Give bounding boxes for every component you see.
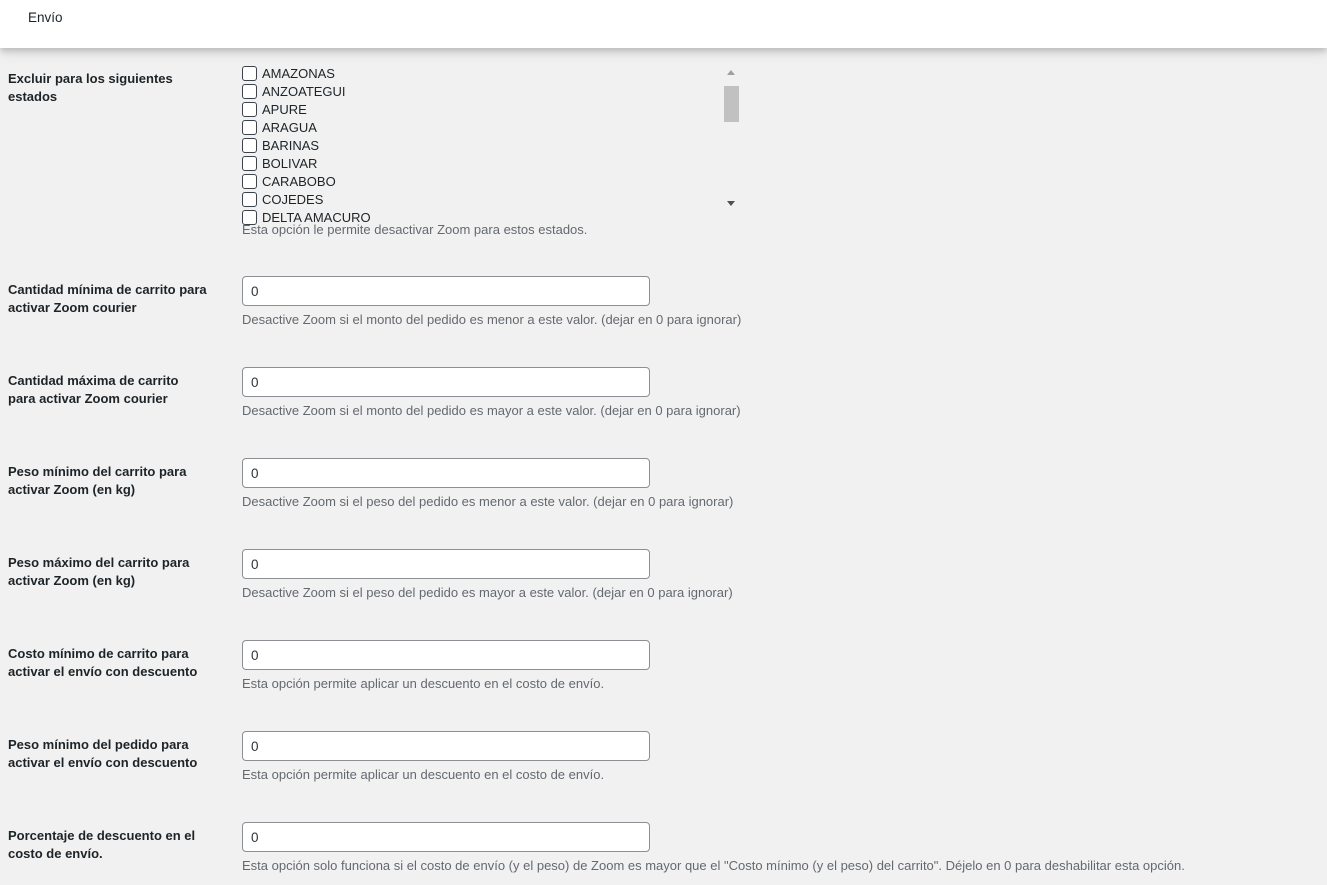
state-item[interactable] [242, 190, 742, 208]
state-checkbox[interactable] [242, 174, 257, 189]
state-item[interactable] [242, 154, 742, 172]
max-cart-weight-input[interactable] [242, 549, 650, 579]
field-description: Desactive Zoom si el monto del pedido es mayor a este valor. (dejar en 0 para ignorar) [242, 403, 741, 418]
state-item[interactable] [242, 118, 742, 136]
state-item[interactable] [242, 136, 742, 154]
state-checkbox[interactable] [242, 66, 257, 81]
state-label: COJEDES [262, 191, 324, 207]
field-description: Desactive Zoom si el peso del pedido es menor a este valor. (dejar en 0 para ignorar) [242, 494, 734, 509]
state-label: ARAGUA [262, 119, 317, 135]
field-label: Peso mínimo del carrito para activar Zoom (en kg) [8, 464, 187, 497]
state-label: APURE [262, 101, 307, 117]
field-label: Peso mínimo del pedido para activar el envío con descuento [8, 737, 198, 770]
tab-envio[interactable]: Envío [28, 10, 63, 25]
state-checkbox[interactable] [242, 156, 257, 171]
state-checkbox[interactable] [242, 102, 257, 117]
min-cart-weight-input[interactable] [242, 458, 650, 488]
field-description: Esta opción solo funciona si el costo de envío (y el peso) de Zoom es mayor que el "Costo mínimo (y el peso) del carrito". Déjelo en 0 para deshabilitar esta opción. [242, 858, 1185, 873]
field-description: Esta opción permite aplicar un descuento en el costo de envío. [242, 676, 605, 691]
field-description: Desactive Zoom si el peso del pedido es mayor a este valor. (dejar en 0 para ignorar) [242, 585, 733, 600]
exclude-states-description: Esta opción le permite desactivar Zoom para estos estados. [242, 222, 588, 237]
field-label: Cantidad mínima de carrito para activar Zoom courier [8, 282, 207, 315]
state-label: BOLIVAR [262, 155, 318, 171]
discount-percentage-input[interactable] [242, 822, 650, 852]
state-label: ANZOATEGUI [262, 83, 346, 99]
max-cart-amount-input[interactable] [242, 367, 650, 397]
state-checkbox[interactable] [242, 120, 257, 135]
state-item[interactable] [242, 64, 742, 82]
state-checkbox[interactable] [242, 84, 257, 99]
field-description: Desactive Zoom si el monto del pedido es menor a este valor. (dejar en 0 para ignorar) [242, 312, 742, 327]
min-cart-cost-discount-input[interactable] [242, 640, 650, 670]
state-label: BARINAS [262, 137, 320, 153]
exclude-states-label: Excluir para los siguientes estados [8, 71, 173, 104]
min-cart-amount-input[interactable] [242, 276, 650, 306]
state-label: DELTA AMACURO [262, 209, 371, 225]
min-order-weight-discount-input[interactable] [242, 731, 650, 761]
scroll-thumb[interactable] [724, 86, 739, 122]
top-bar [0, 0, 1327, 48]
field-label: Cantidad máxima de carrito para activar Zoom courier [8, 373, 179, 406]
field-description: Esta opción permite aplicar un descuento en el costo de envío. [242, 767, 605, 782]
state-checkbox[interactable] [242, 138, 257, 153]
field-label: Peso máximo del carrito para activar Zoom (en kg) [8, 555, 190, 588]
state-item[interactable] [242, 100, 742, 118]
scroll-down-arrow-icon[interactable] [727, 201, 735, 206]
state-item[interactable] [242, 172, 742, 190]
scroll-up-arrow-icon[interactable] [727, 70, 735, 75]
state-label: AMAZONAS [262, 65, 335, 81]
state-item[interactable] [242, 82, 742, 100]
field-label: Porcentaje de descuento en el costo de envío. [8, 828, 196, 861]
state-checkbox[interactable] [242, 192, 257, 207]
states-list[interactable] [242, 64, 742, 225]
field-label: Costo mínimo de carrito para activar el envío con descuento [8, 646, 198, 679]
state-label: CARABOBO [262, 173, 336, 189]
